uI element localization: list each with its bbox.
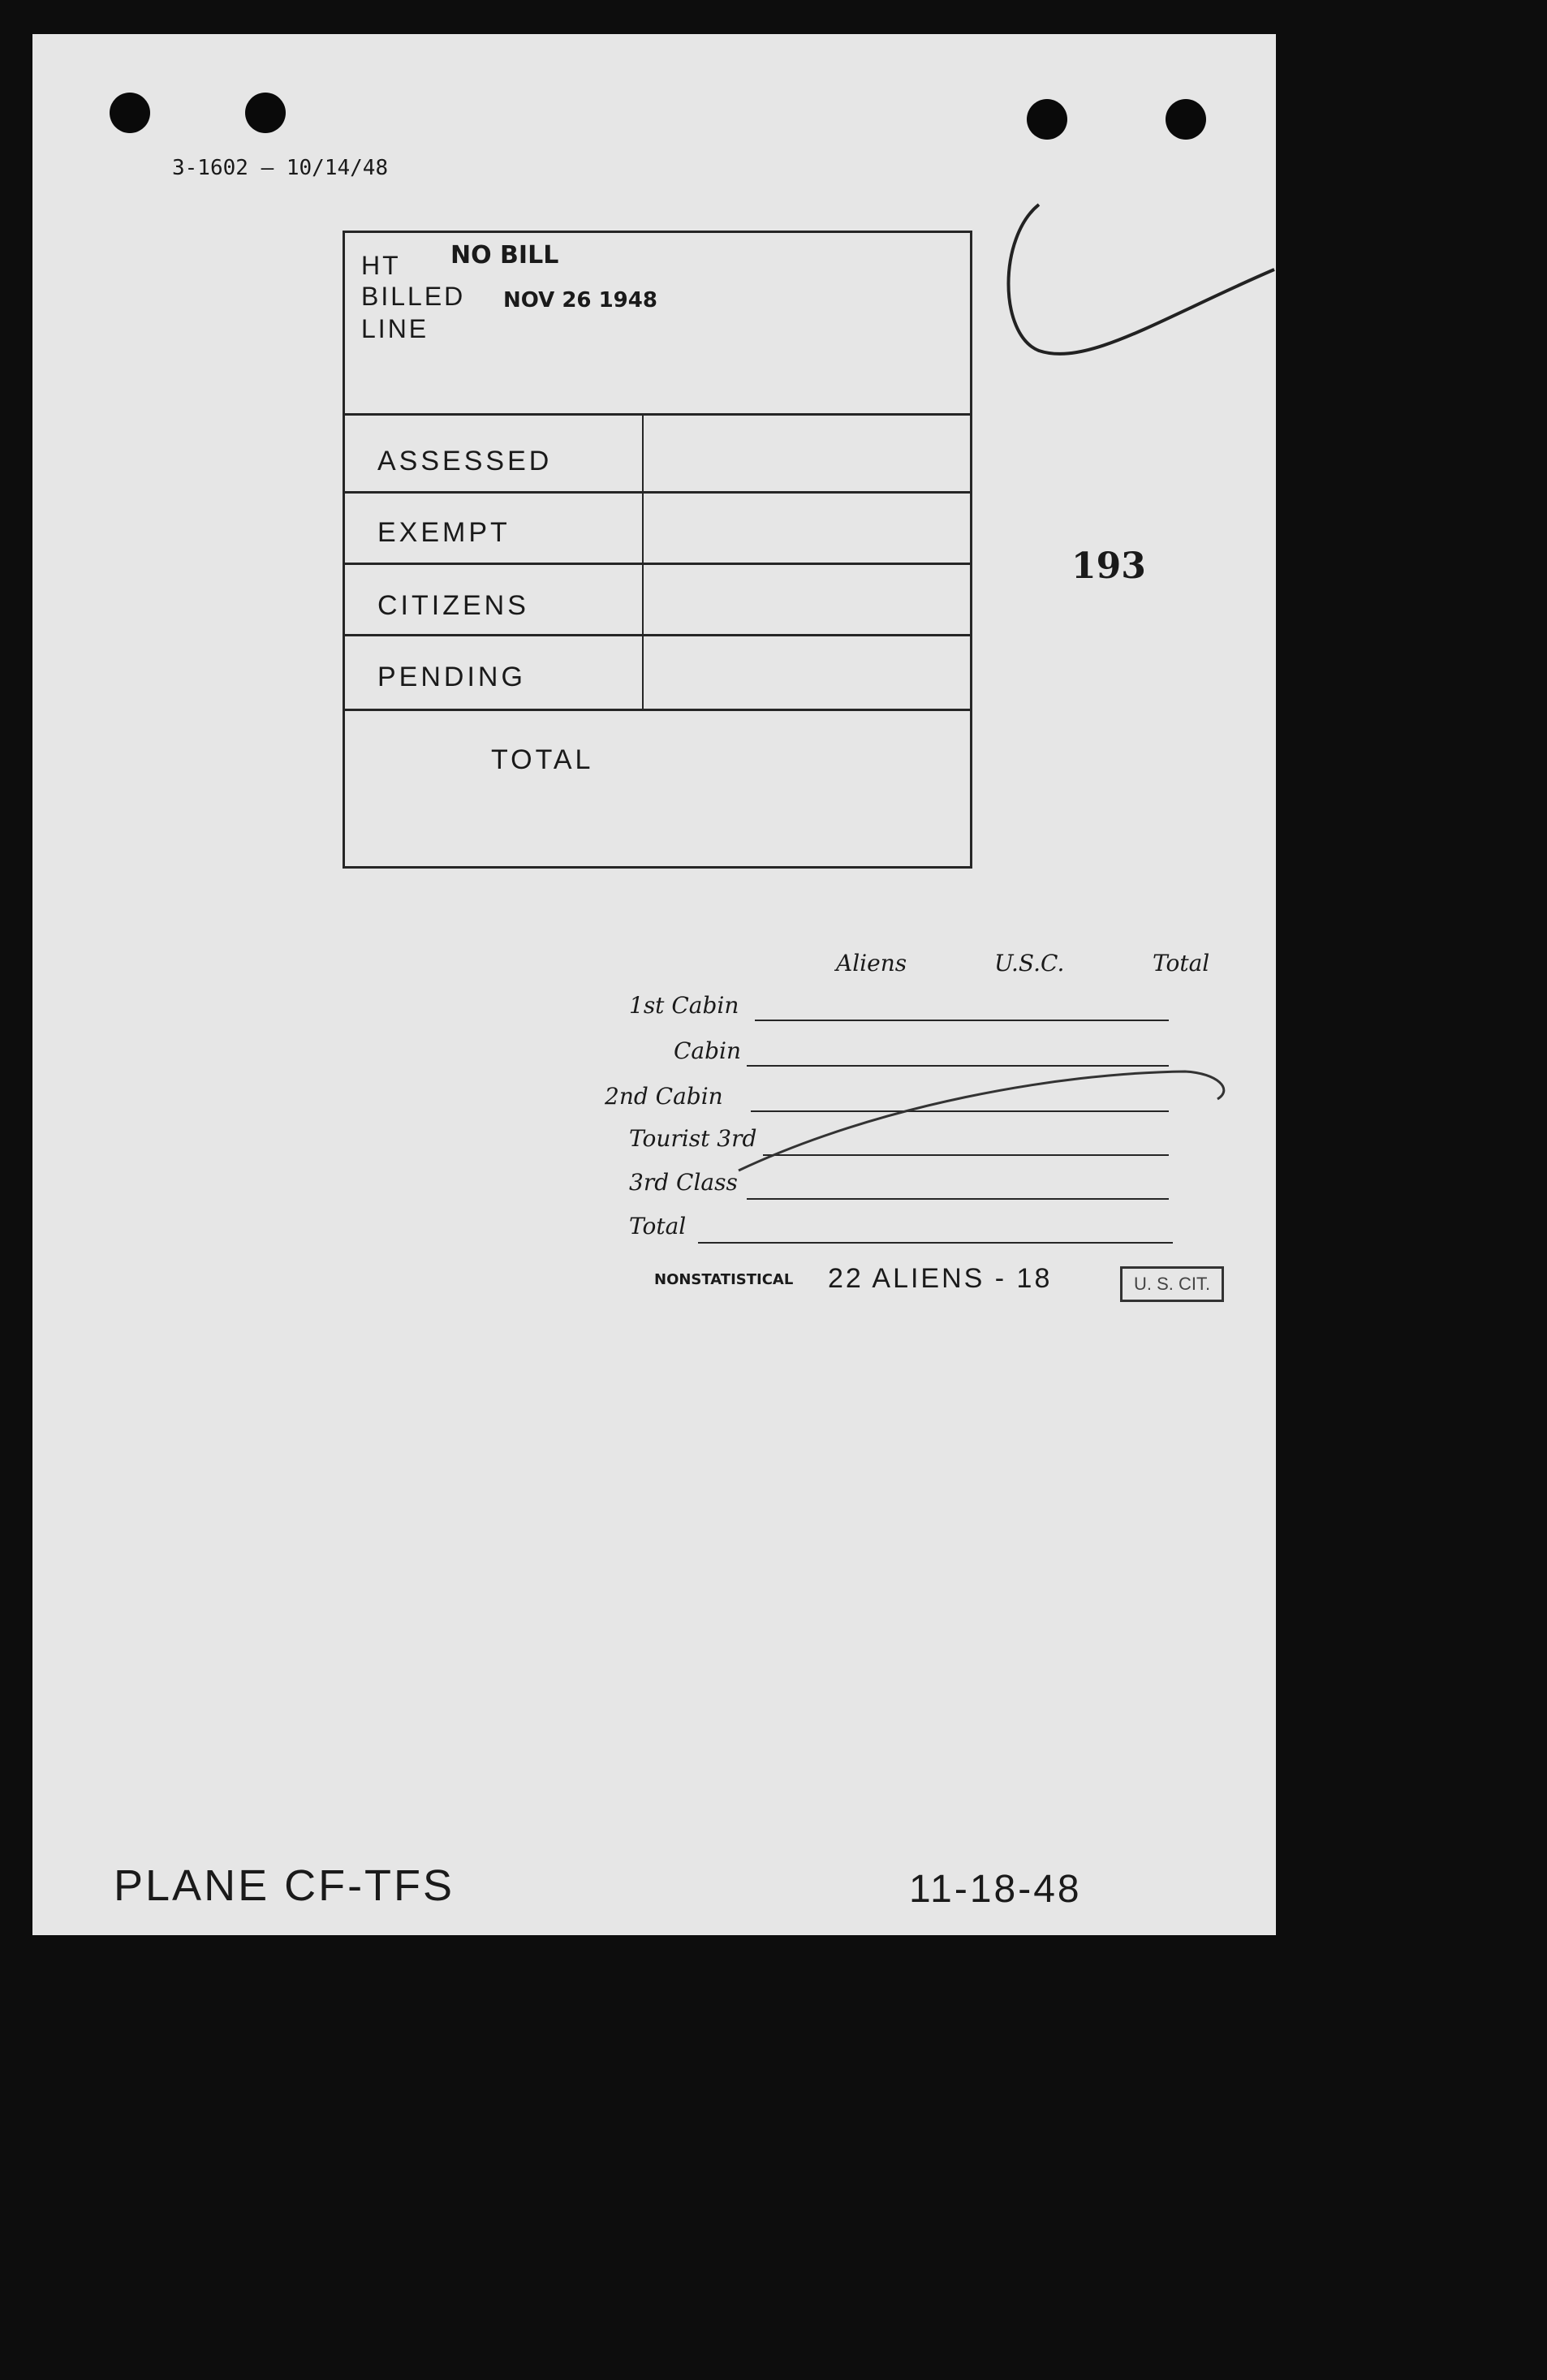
assessment-box [343, 231, 972, 869]
row-cabin: Cabin [674, 1037, 742, 1064]
billed-label: BILLED [361, 282, 466, 311]
box-divider [345, 413, 970, 416]
line-label: LINE [361, 314, 429, 343]
plane-note: PLANE CF-TFS [114, 1861, 455, 1910]
row-total: Total [629, 1213, 687, 1240]
date-stamp: NOV 26 1948 [503, 288, 657, 313]
column-divider [642, 413, 644, 709]
pen-mark [714, 1057, 1250, 1187]
citizens-label: CITIZENS [377, 590, 529, 621]
col-total: Total [1153, 950, 1210, 977]
row-3rd-class: 3rd Class [629, 1169, 738, 1196]
fill-line [755, 1020, 1169, 1021]
row-2nd-cabin: 2nd Cabin [605, 1083, 723, 1110]
us-cit-stamp: U. S. CIT. [1120, 1266, 1224, 1302]
box-divider [345, 563, 970, 565]
fill-line [698, 1242, 1173, 1244]
form-code: 3-1602 — 10/14/48 [172, 156, 389, 180]
row-tourist-3rd: Tourist 3rd [629, 1125, 757, 1152]
box-divider [345, 709, 970, 711]
date-note: 11-18-48 [909, 1868, 1082, 1911]
col-aliens: Aliens [836, 950, 907, 977]
col-usc: U.S.C. [994, 950, 1065, 977]
punch-hole [245, 93, 286, 133]
no-bill-stamp: NO BILL [450, 241, 559, 269]
pen-mark [950, 172, 1291, 383]
page-number: 193 [1071, 545, 1146, 587]
punch-hole [1027, 99, 1067, 140]
nonstatistical-stamp: NONSTATISTICAL [654, 1271, 794, 1288]
aliens-count-note: 22 ALIENS - 18 [828, 1263, 1053, 1294]
pending-label: PENDING [377, 662, 526, 692]
exempt-label: EXEMPT [377, 517, 511, 548]
box-divider [345, 634, 970, 636]
fill-line [747, 1198, 1169, 1200]
punch-hole [1166, 99, 1206, 140]
total-label: TOTAL [491, 744, 594, 775]
punch-hole [110, 93, 150, 133]
ht-label: HT [361, 251, 401, 280]
assessed-label: ASSESSED [377, 446, 553, 476]
box-divider [345, 491, 970, 494]
row-1st-cabin: 1st Cabin [629, 992, 739, 1019]
manifest-card [32, 34, 1276, 1935]
